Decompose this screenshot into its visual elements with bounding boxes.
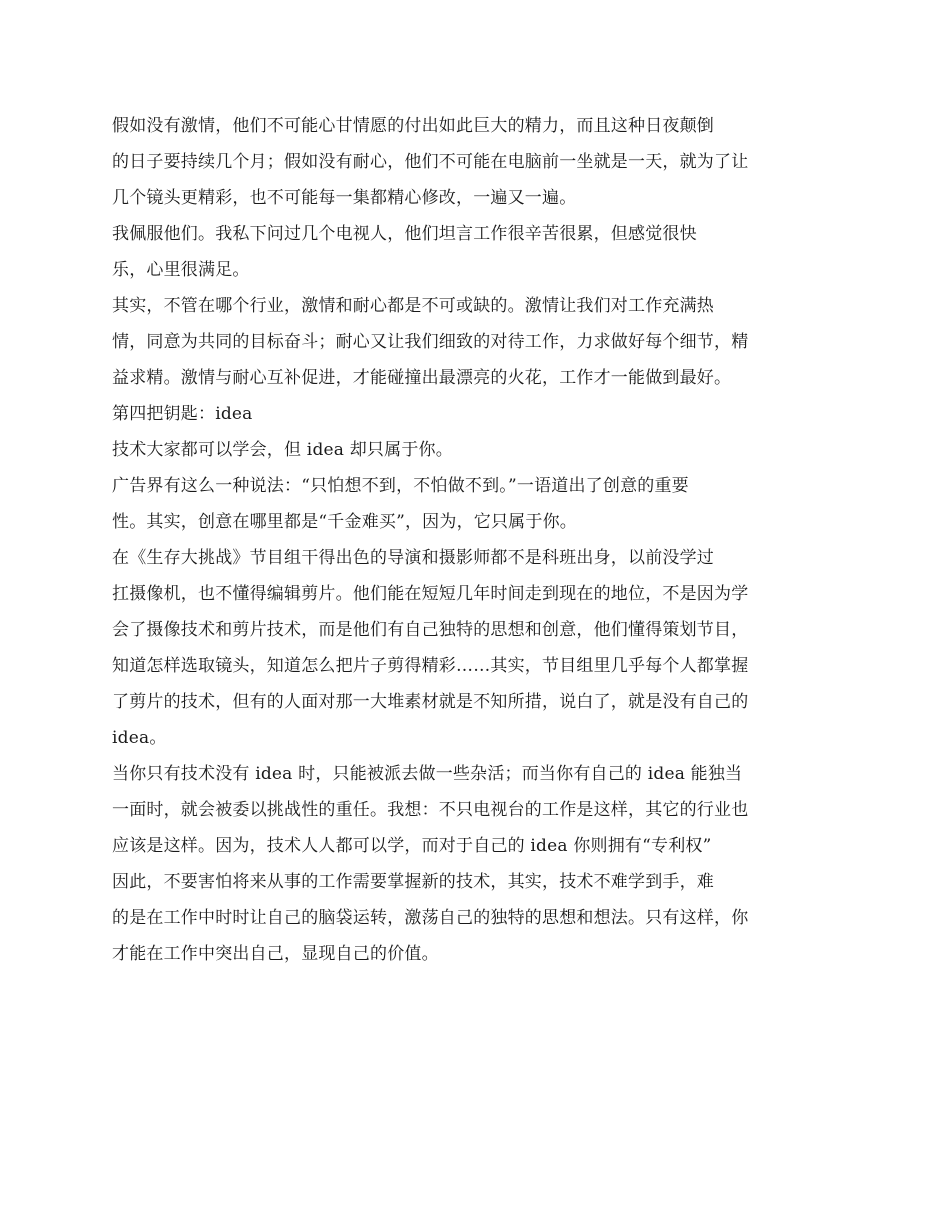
text-line: 情，同意为共同的目标奋斗；耐心又让我们细致的对待工作，力求做好每个细节，精	[112, 332, 749, 352]
text-line: 几个镜头更精彩，也不可能每一集都精心修改，一遍又一遍。	[112, 188, 577, 208]
text-line: 扛摄像机，也不懂得编辑剪片。他们能在短短几年时间走到现在的地位，不是因为学	[112, 584, 749, 604]
text-line: 其实，不管在哪个行业，激情和耐心都是不可或缺的。激情让我们对工作充满热	[112, 296, 714, 316]
text-line: 的日子要持续几个月；假如没有耐心，他们不可能在电脑前一坐就是一天，就为了让	[112, 152, 749, 172]
text-line: 技术大家都可以学会，但 idea 却只属于你。	[112, 440, 453, 460]
text-line: idea。	[112, 728, 167, 748]
text-line: 我佩服他们。我私下问过几个电视人，他们坦言工作很辛苦很累，但感觉很快	[112, 224, 697, 244]
text-line: 当你只有技术没有 idea 时，只能被派去做一些杂活；而当你有自己的 idea 能独当	[112, 764, 743, 784]
text-line: 知道怎样选取镜头，知道怎么把片子剪得精彩……其实，节目组里几乎每个人都掌握	[112, 656, 749, 676]
text-line: 会了摄像技术和剪片技术，而是他们有自己独特的思想和创意，他们懂得策划节目，	[112, 620, 749, 640]
document-body	[112, 108, 812, 972]
text-line: 在《生存大挑战》节目组干得出色的导演和摄影师都不是科班出身，以前没学过	[112, 548, 714, 568]
text-line: 的是在工作中时时让自己的脑袋运转，激荡自己的独特的思想和想法。只有这样，你	[112, 908, 749, 928]
text-line: 性。其实，创意在哪里都是“千金难买”，因为，它只属于你。	[112, 512, 577, 532]
text-line: 才能在工作中突出自己，显现自己的价值。	[112, 944, 439, 964]
section-heading: 第四把钥匙：idea	[112, 404, 253, 424]
text-line: 假如没有激情，他们不可能心甘情愿的付出如此巨大的精力，而且这种日夜颠倒	[112, 116, 714, 136]
text-line: 益求精。激情与耐心互补促进，才能碰撞出最漂亮的火花，工作才一能做到最好。	[112, 368, 732, 388]
text-line: 应该是这样。因为，技术人人都可以学，而对于自己的 idea 你则拥有“专利权”	[112, 836, 712, 856]
text-line: 因此，不要害怕将来从事的工作需要掌握新的技术，其实，技术不难学到手，难	[112, 872, 714, 892]
text-line: 了剪片的技术，但有的人面对那一大堆素材就是不知所措，说白了，就是没有自己的	[112, 692, 749, 712]
text-line: 广告界有这么一种说法：“只怕想不到，不怕做不到。”一语道出了创意的重要	[112, 476, 689, 496]
text-line: 一面时，就会被委以挑战性的重任。我想：不只电视台的工作是这样，其它的行业也	[112, 800, 749, 820]
text-line: 乐，心里很满足。	[112, 260, 250, 280]
